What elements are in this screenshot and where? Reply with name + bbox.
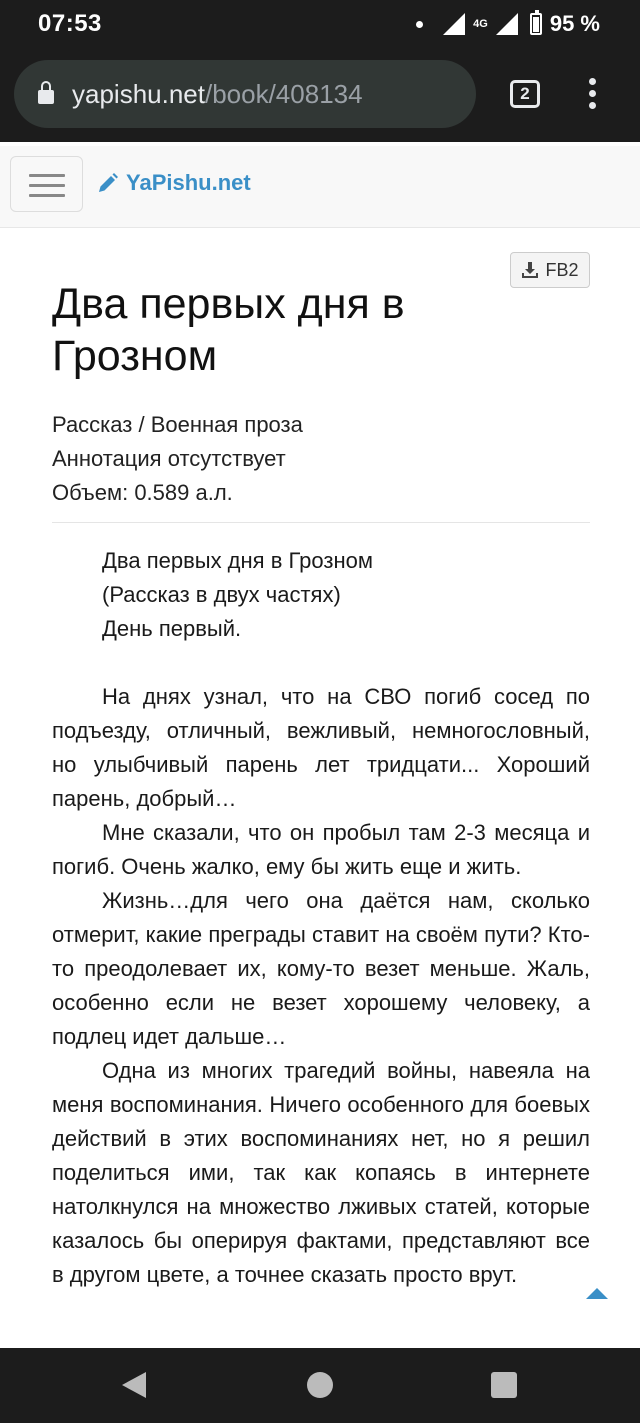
signal-icon bbox=[443, 13, 465, 35]
network-type: 4G bbox=[473, 18, 488, 30]
text-heading-line: Два первых дня в Грозном bbox=[102, 548, 373, 573]
book-annotation: Аннотация отсутствует bbox=[52, 446, 286, 471]
browser-toolbar bbox=[0, 48, 640, 142]
book-meta bbox=[52, 408, 303, 510]
recent-apps-icon[interactable] bbox=[491, 1372, 517, 1398]
system-navigation-bar bbox=[0, 1348, 640, 1423]
text-heading-line: (Рассказ в двух частях) bbox=[102, 582, 341, 607]
back-icon[interactable] bbox=[122, 1372, 146, 1398]
hamburger-menu-button[interactable] bbox=[10, 156, 83, 212]
scroll-to-top-icon[interactable] bbox=[586, 1288, 608, 1299]
text-paragraph: На днях узнал, что на СВО погиб сосед по подъезду, отличный, вежливый, немногословный, но улыбчивый парень лет тридцати... Хороший парень, добрый… bbox=[52, 684, 590, 811]
pencil-icon bbox=[96, 171, 120, 195]
download-label: FB2 bbox=[545, 259, 579, 280]
status-time: 07:53 bbox=[38, 10, 102, 37]
book-text bbox=[52, 544, 590, 1292]
book-volume: Объем: 0.589 а.л. bbox=[52, 480, 233, 505]
download-fb2-button[interactable] bbox=[510, 252, 590, 288]
book-content bbox=[0, 228, 640, 1348]
notification-dot-icon bbox=[416, 21, 423, 28]
download-icon bbox=[521, 261, 539, 279]
status-icons bbox=[416, 10, 600, 38]
url-host: yapishu.net bbox=[72, 78, 205, 109]
signal-strength-icon bbox=[496, 13, 518, 35]
site-navbar bbox=[0, 142, 640, 228]
more-menu-icon[interactable] bbox=[589, 78, 597, 110]
text-paragraph: Мне сказали, что он пробыл там 2-3 месяца и погиб. Очень жалко, ему бы жить еще и жить. bbox=[52, 820, 590, 879]
book-genre: Рассказ / Военная проза bbox=[52, 412, 303, 437]
divider bbox=[52, 522, 590, 523]
battery-level: 95 % bbox=[549, 11, 600, 36]
lock-icon bbox=[38, 90, 54, 104]
url-path: /book/408134 bbox=[204, 78, 363, 109]
home-icon[interactable] bbox=[307, 1372, 333, 1398]
status-bar bbox=[0, 0, 640, 48]
book-title: Два первых дня в Грозном bbox=[52, 280, 405, 380]
brand-link[interactable] bbox=[96, 170, 251, 196]
text-paragraph: Одна из многих трагедий войны, навеяла на меня воспоминания. Ничего особенного для боевых действий в этих воспоминаниях нет, но я решил поделиться ими, так как копаясь в интернете натолкнулся на множество лживых статей, которые казалось бы оперируя фактами, представляют все в другом цвете, а точнее сказать просто врут. bbox=[52, 1058, 590, 1287]
tab-switcher-button[interactable]: 2 bbox=[510, 80, 540, 108]
text-paragraph: Жизнь…для чего она даётся нам, сколько отмерит, какие преграды ставит на своём пути? Кто-то преодолевает их, кому-то везет меньше. Жаль, особенно если не везет хорошему человеку, а подлец идет дальше… bbox=[52, 888, 590, 1049]
battery-icon bbox=[530, 13, 542, 35]
text-heading-line: День первый. bbox=[102, 616, 242, 641]
brand-name: YaPishu.net bbox=[126, 170, 251, 195]
address-bar[interactable] bbox=[14, 60, 476, 128]
